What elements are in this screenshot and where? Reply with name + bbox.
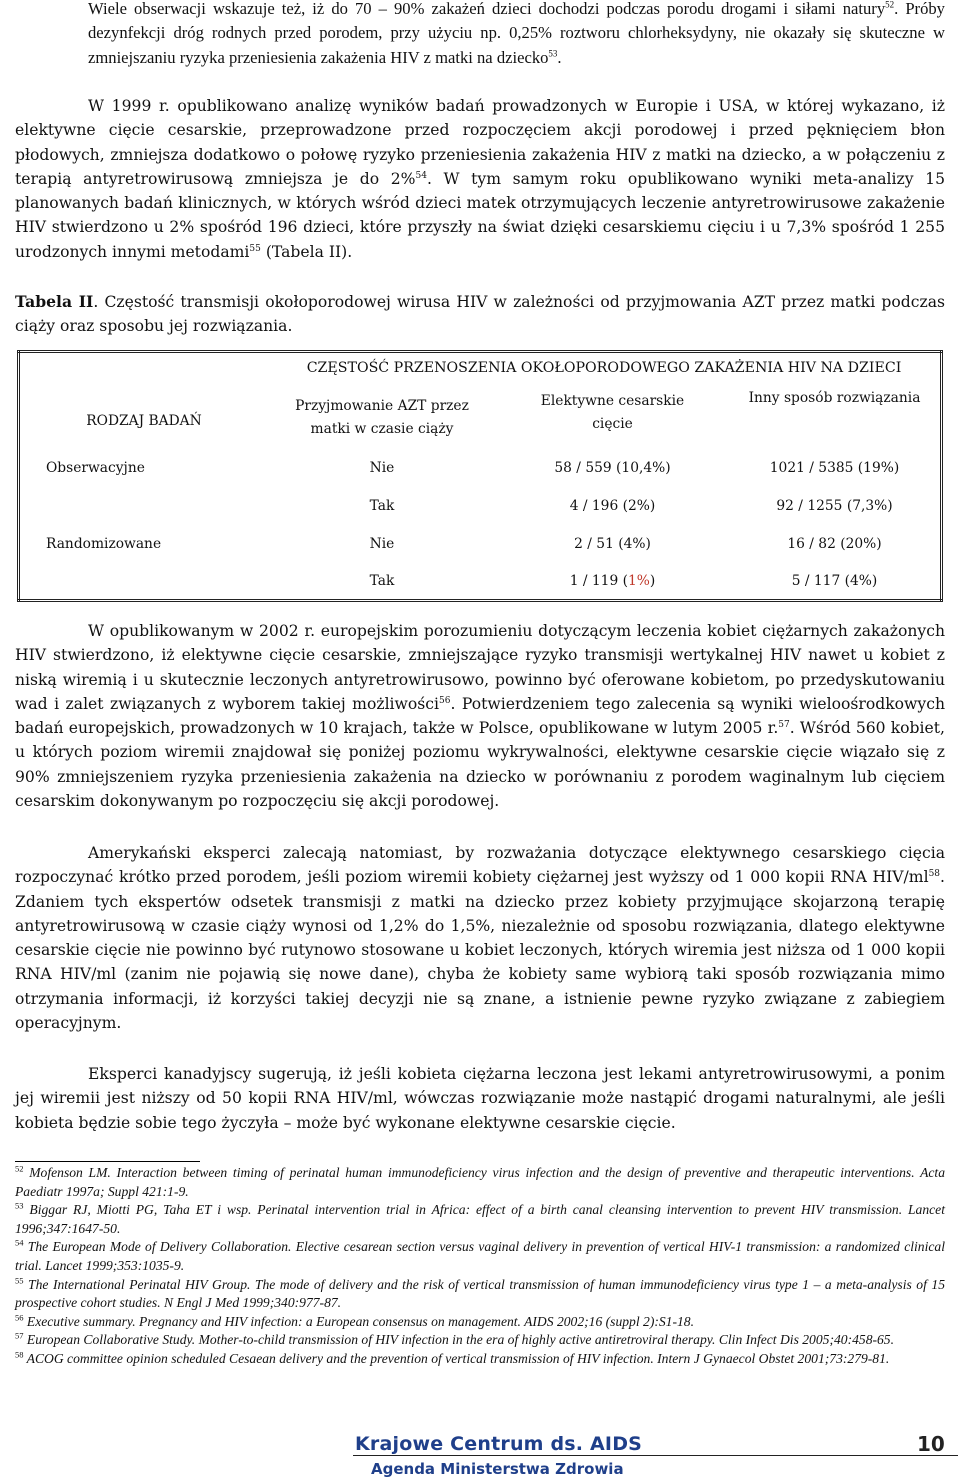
footer-divider bbox=[353, 1455, 958, 1456]
header-study-type: RODZAJ BADAŃ bbox=[86, 412, 202, 429]
header-other-method: Inny sposób rozwiązania bbox=[748, 390, 921, 407]
footnote-ref-58: 58 bbox=[928, 869, 941, 880]
footnotes bbox=[15, 1161, 945, 1369]
footnote-55: $^{55}$ The International Perinatal HIV Group. The mode of delivery and the risk of vertical transmission of human immunodeficiency virus type 1 – a meta-analysis of 15 prospective cohort studies. N Engl J Med 1999;340:977-87. bbox=[15, 1275, 945, 1311]
page-number: 10 bbox=[917, 1432, 945, 1456]
footnote-56: $^{56}$ Executive summary. Pregnancy and HIV infection: a European consensus on management. AIDS 2002;16 (suppl 2):S1-18. bbox=[15, 1312, 694, 1329]
footnote-52: $^{52}$ Mofenson LM. Interaction between timing of perinatal human immunodeficiency virus infection and the design of preventive and therapeutic interventions. Acta Paediatr 1997a; Suppl 421:1-9. bbox=[15, 1163, 945, 1199]
header-azt: Przyjmowanie AZT przez matki w czasie ciąży bbox=[295, 397, 469, 437]
footer-title: Krajowe Centrum ds. AIDS bbox=[355, 1433, 643, 1455]
paragraph-5: Eksperci kanadyjscy sugerują, iż jeśli kobieta ciężarna leczona jest lekami antyretrowirusowymi, a ponim jej wiremii jest niższy od 50 kopii RNA HIV/ml, wówczas rozwiązanie może nastąpić drogami naturalnymi, ale jeśli kobieta będzie sobie tego życzyła – może być wykonane elektywne cesarskie cięcie. bbox=[15, 1065, 945, 1132]
footnote-54: $^{54}$ The European Mode of Delivery Collaboration. Elective cesarean section versus vaginal delivery in prevention of vertical HIV-1 transmission: a randomized clinical trial. Lancet 1999;353:1035-9. bbox=[15, 1237, 945, 1273]
paragraph-2: W 1999 r. opublikowano analizę wyników badań prowadzonych w Europie i USA, w której wykazano, iż elektywne cięcie cesarskie, przeprowadzone przed rozpoczęciem akcji porodowej i przed pęknięciem błon płodowych, zmniejsza dodatkowo o połowę ryzyko przeniesienia zakażenia HIV z matki na dziecko, a w połączeniu z terapią antyretrowirusową zmniejsza je do 2%$^{54}$. W tym samym roku opublikowano wyniki meta-analizy 15 planowanych badań klinicznych, w których wśród dzieci matek otrzymujących leczenie antyretrowirusowe zakażenie HIV stwierdzono u 2% spośród 196 dzieci, które przyszły na świat dzięki cesarskiemu cięciu i u 7,3% spośród 1 255 urodzonych innymi metodami$^{55}$ (Tabela II). bbox=[15, 97, 945, 261]
footnote-ref-53: 53 bbox=[548, 48, 558, 59]
table-caption-label: Tabela II bbox=[15, 292, 94, 311]
table-row: Obserwacyjne Nie 58 / 559 (10,4%) 1021 / 5385 (19%) bbox=[46, 459, 900, 476]
footnote-separator bbox=[15, 1161, 200, 1162]
footnote-53: $^{53}$ Biggar RJ, Miotti PG, Taha ET i wsp. Perinatal intervention trial in Africa: effect of a birth canal cleansing intervention to prevent HIV transmission. Lancet 1996;347:1647-50. bbox=[15, 1200, 945, 1236]
paragraph-4: Amerykański eksperci zalecają natomiast, by rozważania dotyczące elektywnego cesarskiego cięcia rozpoczynać krótko przed porodem, jeśli poziom wiremii kobiety ciężarnej jest wyższy od 1 000 kopii RNA HIV/$ml^{58}$. Zdaniem tych ekspertów odsetek transmisji z matki na dziecko przez kobiety przyjmujące skojarzoną terapię antyretrowirusową w czasie ciąży wynosi od 1,2% do 1,5%, niezależnie od sposobu rozwiązania, dlatego elektywne cesarskie cięcie nie powinno być rutynowo stosowane u kobiet leczonych, których wiremia jest niższa od 1 000 kopii RNA HIV/ml (zanim nie pojawią się nowe dane), chyba że kobiety same wybiorą taki sposób rozwiązania mimo otrzymania informacji, iż korzyści takiej decyzji nie są znane, a istnienie pewne ryzyko związane z zabiegiem operacyjnym. bbox=[15, 844, 945, 1033]
footnote-ref-54: 54 bbox=[415, 170, 427, 181]
footnote-57: $^{57}$ European Collaborative Study. Mother-to-child transmission of HIV infection in the era of highly active antiretroviral therapy. Clin Infect Dis 2005;40:458-65. bbox=[15, 1330, 895, 1348]
table-row: Randomizowane Nie 2 / 51 (4%) 16 / 82 (20%) bbox=[46, 535, 882, 552]
footnote-ref-55: 55 bbox=[249, 243, 261, 254]
table-caption: Tabela II. Częstość transmisji okołoporodowej wirusa HIV w zależności od przyjmowania AZT przez matki podczas ciąży oraz sposobu jej rozwiązania. bbox=[15, 292, 945, 335]
header-group: CZĘSTOŚĆ PRZENOSZENIA OKOŁOPORODOWEGO ZAKAŻENIA HIV NA DZIECI bbox=[306, 360, 902, 376]
paragraph-3: W opublikowanym w 2002 r. europejskim porozumieniu dotyczącym leczenia kobiet ciężarnych zakażonych HIV stwierdzono, iż elektywne cięcie cesarskie, zmniejszające ryzyko transmisji wertykalnej HIV nawet u kobiet z niską wiremią i u skutecznie leczonych antyretrowirusowo, powinno być oferowane kobietom, po przedyskutowaniu wad i zalet związanych z wyborem takiej możliwości$^{56}$. Potwierdzeniem tego zalecenia są wyniki wieloośrodkowych badań europejskich, prowadzonych w 10 krajach, także w Polsce, opublikowane w lutym 2005 r.$^{57}$. Wśród 560 kobiet, u których poziom wiremii znajdował się poniżej poziomu wykrywalności, elektywne cesarskie cięcie wiązało się z 90% zmniejszeniem ryzyka przeniesienia zakażenia na dziecko w porównaniu z porodem waginalnym lub cięciem cesarskim dokonywanym po rozpoczęciu się akcji porodowej. bbox=[15, 622, 945, 811]
footnote-ref-56: 56 bbox=[439, 695, 451, 706]
transmission-table bbox=[17, 350, 943, 602]
table-row: Tak 4 / 196 (2%) 92 / 1255 (7,3%) bbox=[369, 497, 893, 514]
footnote-ref-52: 52 bbox=[885, 0, 895, 10]
paragraph-1: Wiele obserwacji wskazuje też, iż do 70 – 90% zakażeń dzieci dochodzi podczas porodu drogami i siłami natury$^{52}$. Próby dezynfekcji dróg rodnych przed porodem, przy użyciu np. 0,25% roztworu chlorheksydyny, nie okazały się skuteczne w zmniejszaniu ryzyka przeniesienia zakażenia HIV z matki na dziecko$^{53}$. bbox=[88, 0, 945, 67]
table-row: Tak 1 / 119 (1%) 5 / 117 (4%) bbox=[369, 572, 878, 589]
footer-subtitle: Agenda Ministerstwa Zdrowia bbox=[371, 1460, 624, 1478]
footnote-ref-57: 57 bbox=[778, 720, 790, 730]
header-elective-cs: Elektywne cesarskie cięcie bbox=[540, 393, 685, 433]
footnote-58: $^{58}$ ACOG committee opinion scheduled Cesaean delivery and the prevention of vertical transmission of HIV infection. Intern J Gynaecol Obstet 2001;73:279-81. bbox=[15, 1349, 890, 1366]
highlighted-value: 1% bbox=[628, 572, 650, 589]
